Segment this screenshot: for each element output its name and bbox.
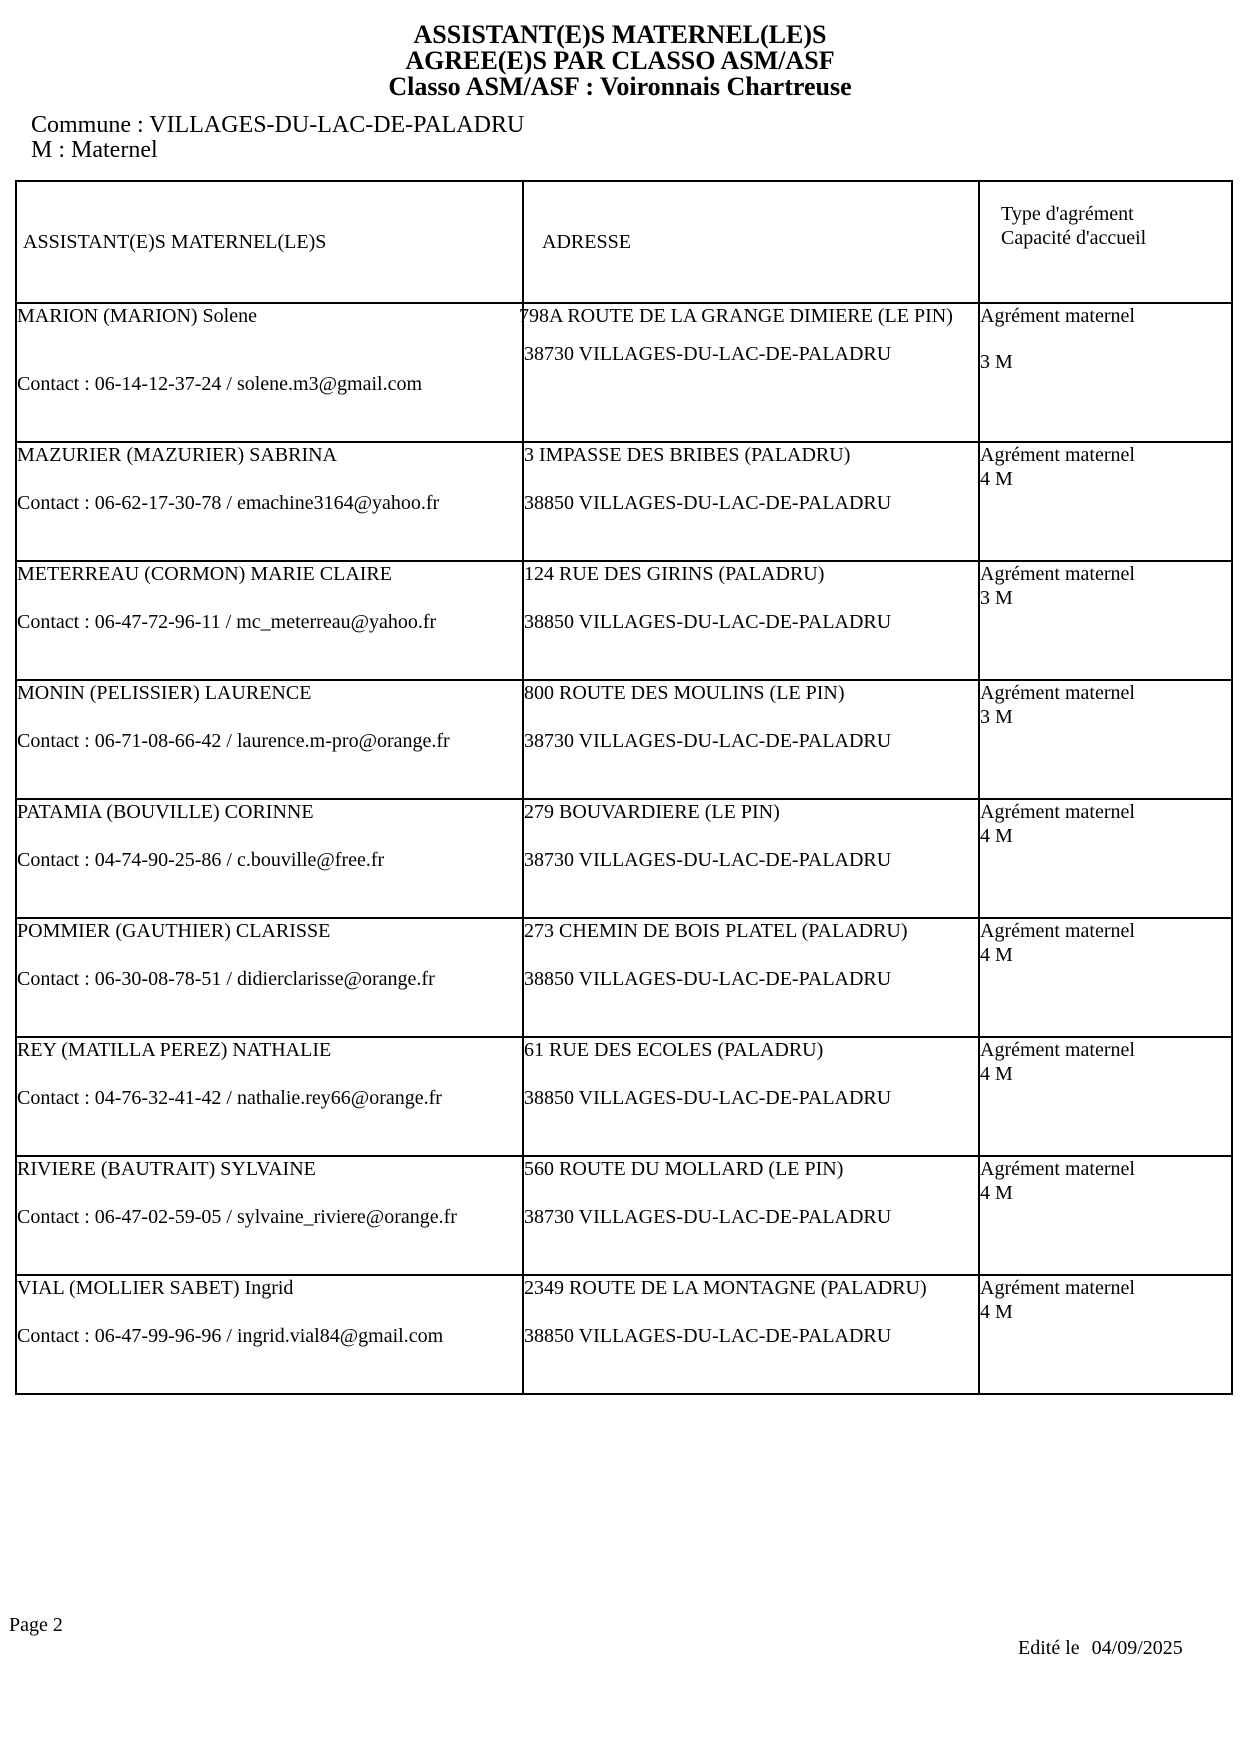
cell-address (523, 1037, 979, 1156)
assistant-name: MAZURIER (MAZURIER) SABRINA (17, 444, 337, 466)
page-number: Page 2 (9, 1614, 63, 1636)
agrement-capacity: 3 M (980, 587, 1013, 609)
agrement-type: Agrément maternel (980, 305, 1135, 327)
cell-address (523, 1275, 979, 1394)
agrement-type: Agrément maternel (980, 1039, 1135, 1061)
address-city: 38730 VILLAGES-DU-LAC-DE-PALADRU (524, 730, 892, 752)
header-type-line1: Type d'agrément (1001, 203, 1134, 225)
agrement-capacity: 3 M (980, 351, 1013, 373)
table-row (16, 680, 1232, 799)
cell-type (979, 1156, 1232, 1275)
assistant-name: VIAL (MOLLIER SABET) Ingrid (17, 1277, 294, 1299)
address-city: 38730 VILLAGES-DU-LAC-DE-PALADRU (524, 1206, 892, 1228)
document-meta (31, 113, 524, 163)
assistant-contact: Contact : 06-47-72-96-11 / mc_meterreau@yahoo.fr (17, 611, 437, 633)
assistant-name: METERREAU (CORMON) MARIE CLAIRE (17, 563, 392, 585)
address-city: 38730 VILLAGES-DU-LAC-DE-PALADRU (524, 849, 892, 871)
legend-label: M : Maternel (31, 137, 158, 163)
edit-date-value: 04/09/2025 (1091, 1637, 1183, 1659)
cell-type (979, 442, 1232, 561)
title-line-3: Classo ASM/ASF : Voironnais Chartreuse (388, 72, 852, 101)
assistant-contact: Contact : 06-71-08-66-42 / laurence.m-pro@orange.fr (17, 730, 450, 752)
address-street: 2349 ROUTE DE LA MONTAGNE (PALADRU) (524, 1277, 927, 1299)
cell-address (523, 680, 979, 799)
title-line-1: ASSISTANT(E)S MATERNEL(LE)S (413, 20, 827, 49)
assistant-name: MARION (MARION) Solene (17, 305, 257, 327)
address-street: 798A ROUTE DE LA GRANGE DIMIERE (LE PIN) (519, 305, 953, 327)
assistant-name: RIVIERE (BAUTRAIT) SYLVAINE (17, 1158, 316, 1180)
assistants-table (15, 180, 1233, 1395)
cell-type (979, 303, 1232, 442)
agrement-type: Agrément maternel (980, 682, 1135, 704)
header-address: ADRESSE (523, 181, 979, 303)
cell-address (523, 442, 979, 561)
assistant-contact: Contact : 04-74-90-25-86 / c.bouville@free.fr (17, 849, 385, 871)
table-row (16, 1156, 1232, 1275)
cell-type (979, 918, 1232, 1037)
agrement-capacity: 4 M (980, 1301, 1013, 1323)
cell-assistant (16, 680, 523, 799)
agrement-capacity: 4 M (980, 825, 1013, 847)
agrement-type: Agrément maternel (980, 920, 1135, 942)
title-line-2: AGREE(E)S PAR CLASSO ASM/ASF (405, 46, 835, 75)
table-header-row (16, 181, 1232, 303)
cell-assistant (16, 561, 523, 680)
agrement-type: Agrément maternel (980, 444, 1135, 466)
cell-assistant (16, 918, 523, 1037)
table-row (16, 1275, 1232, 1394)
table-row (16, 442, 1232, 561)
address-city: 38850 VILLAGES-DU-LAC-DE-PALADRU (524, 611, 892, 633)
cell-assistant (16, 1275, 523, 1394)
cell-assistant (16, 1037, 523, 1156)
address-city: 38850 VILLAGES-DU-LAC-DE-PALADRU (524, 1325, 892, 1347)
cell-type (979, 1037, 1232, 1156)
table-row (16, 1037, 1232, 1156)
agrement-capacity: 3 M (980, 706, 1013, 728)
table-row (16, 799, 1232, 918)
cell-assistant (16, 799, 523, 918)
agrement-type: Agrément maternel (980, 1277, 1135, 1299)
assistant-contact: Contact : 06-47-99-96-96 / ingrid.vial84@gmail.com (17, 1325, 444, 1347)
cell-address (523, 561, 979, 680)
edit-date (1018, 1637, 1183, 1660)
assistant-name: REY (MATILLA PEREZ) NATHALIE (17, 1039, 332, 1061)
agrement-type: Agrément maternel (980, 1158, 1135, 1180)
assistant-contact: Contact : 06-14-12-37-24 / solene.m3@gmail.com (17, 373, 423, 395)
agrement-capacity: 4 M (980, 1182, 1013, 1204)
header-name: ASSISTANT(E)S MATERNEL(LE)S (16, 181, 523, 303)
assistant-contact: Contact : 06-30-08-78-51 / didierclarisse@orange.fr (17, 968, 435, 990)
address-city: 38850 VILLAGES-DU-LAC-DE-PALADRU (524, 1087, 892, 1109)
address-city: 38850 VILLAGES-DU-LAC-DE-PALADRU (524, 968, 892, 990)
agrement-type: Agrément maternel (980, 563, 1135, 585)
cell-address (523, 799, 979, 918)
table-row (16, 303, 1232, 442)
cell-type (979, 799, 1232, 918)
assistant-contact: Contact : 06-47-02-59-05 / sylvaine_riviere@orange.fr (17, 1206, 457, 1228)
cell-type (979, 680, 1232, 799)
address-street: 800 ROUTE DES MOULINS (LE PIN) (524, 682, 845, 704)
agrement-capacity: 4 M (980, 944, 1013, 966)
cell-address (523, 918, 979, 1037)
cell-address (523, 1156, 979, 1275)
address-street: 61 RUE DES ECOLES (PALADRU) (524, 1039, 824, 1061)
header-type-line2: Capacité d'accueil (1001, 227, 1147, 249)
assistant-contact: Contact : 06-62-17-30-78 / emachine3164@yahoo.fr (17, 492, 440, 514)
assistant-name: MONIN (PELISSIER) LAURENCE (17, 682, 312, 704)
agrement-capacity: 4 M (980, 1063, 1013, 1085)
cell-type (979, 1275, 1232, 1394)
address-city: 38730 VILLAGES-DU-LAC-DE-PALADRU (524, 343, 892, 365)
address-city: 38850 VILLAGES-DU-LAC-DE-PALADRU (524, 492, 892, 514)
cell-address (519, 303, 979, 442)
address-street: 273 CHEMIN DE BOIS PLATEL (PALADRU) (524, 920, 908, 942)
cell-assistant (16, 442, 523, 561)
address-street: 279 BOUVARDIERE (LE PIN) (524, 801, 780, 823)
cell-type (979, 561, 1232, 680)
commune-label: Commune : VILLAGES-DU-LAC-DE-PALADRU (31, 112, 525, 138)
assistant-contact: Contact : 04-76-32-41-42 / nathalie.rey66@orange.fr (17, 1087, 442, 1109)
document-title-block (0, 22, 1240, 100)
address-street: 3 IMPASSE DES BRIBES (PALADRU) (524, 444, 851, 466)
cell-assistant (16, 303, 523, 442)
agrement-type: Agrément maternel (980, 801, 1135, 823)
table-row (16, 918, 1232, 1037)
assistant-name: PATAMIA (BOUVILLE) CORINNE (17, 801, 314, 823)
table-row (16, 561, 1232, 680)
address-street: 560 ROUTE DU MOLLARD (LE PIN) (524, 1158, 844, 1180)
agrement-capacity: 4 M (980, 468, 1013, 490)
edit-date-label: Edité le (1018, 1637, 1080, 1659)
cell-assistant (16, 1156, 523, 1275)
address-street: 124 RUE DES GIRINS (PALADRU) (524, 563, 825, 585)
assistant-name: POMMIER (GAUTHIER) CLARISSE (17, 920, 331, 942)
header-type (979, 181, 1232, 303)
